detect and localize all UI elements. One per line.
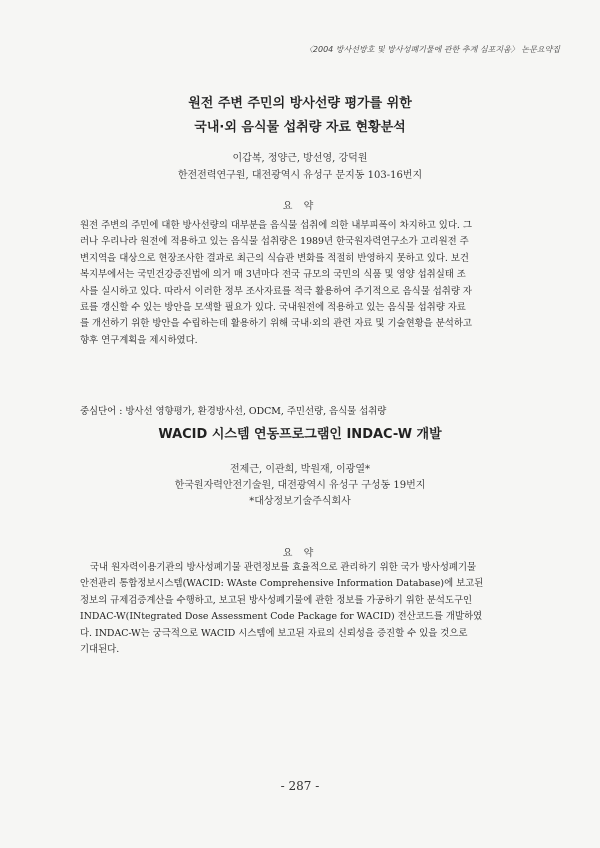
article1-title-line2: 국내·외 음식물 섭취량 자료 현황분석 xyxy=(194,120,406,135)
article1-abstract-line: 변지역을 대상으로 현장조사한 결과로 최근의 식습관 변화를 적절히 반영하지 못하고 있다. 보건 xyxy=(80,252,469,264)
article2-abstract-line: 정보의 규제검증계산을 수행하고, 보고된 방사성폐기물에 관한 정보를 가공하기 위한 분석도구인 xyxy=(80,594,473,606)
article2-abstract-heading: 요 약 xyxy=(282,548,318,559)
article2-abstract-line: INDAC-W(INtegrated Dose Assessment Code Package for WACID) 전산코드를 개발하였 xyxy=(80,611,483,623)
article2-affiliation: 한국원자력안전기술원, 대전광역시 유성구 구성동 19번지 xyxy=(174,480,426,491)
article1-abstract xyxy=(80,218,532,349)
article1-title-line1: 원전 주변 주민의 방사선량 평가를 위한 xyxy=(188,96,412,111)
article2-authors: 전제근, 이관희, 박원재, 이광열* xyxy=(230,464,370,475)
article2-abstract xyxy=(80,560,532,658)
page-number: - 287 - xyxy=(280,779,320,793)
article1-abstract-line: 향후 연구계획을 제시하였다. xyxy=(80,334,198,346)
article1-abstract-line: 러나 우리나라 원전에 적용하고 있는 음식물 섭취량은 1989년 한국원자력연구소가 고리원전 주 xyxy=(80,236,469,248)
article2-abstract-line: 국내 원자력이용기관의 방사성폐기물 관련정보를 효율적으로 관리하기 위한 국가 방사성폐기물 xyxy=(90,562,477,573)
running-head: 〈2004 방사선방호 및 방사성폐기물에 관한 추계 심포지움〉 논문요약집 xyxy=(304,45,560,54)
article1-abstract-line: 원전 주변의 주민에 대한 방사선량의 대부분을 음식물 섭취에 의한 내부피폭이 차지하고 있다. 그 xyxy=(80,220,472,231)
article1-abstract-heading: 요 약 xyxy=(282,201,318,212)
article1-authors: 이갑복, 정양근, 방선영, 강덕원 xyxy=(232,153,368,164)
article1-abstract-line: 료를 갱신할 수 있는 방안을 모색할 필요가 있다. 국내원전에 적용하고 있는 음식물 섭취량 자료 xyxy=(80,302,466,314)
article1-abstract-line: 를 개선하기 위한 방안을 수립하는데 활용하기 위해 국내·외의 관련 자료 및 기술현황을 분석하고 xyxy=(80,318,472,330)
article1-abstract-line: 사를 실시하고 있다. 따라서 이러한 정부 조사자료를 적극 활용하여 주기적으로 음식물 섭취량 자 xyxy=(80,285,472,297)
article1-affiliation: 한전전력연구원, 대전광역시 유성구 문지동 103-16번지 xyxy=(177,170,423,181)
article1-keywords: 중심단어 : 방사선 영향평가, 환경방사선, ODCM, 주민선량, 음식물 섭취량 xyxy=(80,406,387,417)
article2-affiliation-note: *대상정보기술주식회사 xyxy=(249,496,351,507)
article2-abstract-line: 기대된다. xyxy=(80,644,120,656)
article1-abstract-line: 복지부에서는 국민건강증진법에 의거 매 3년마다 전국 규모의 국민의 식품 및 영양 섭취실태 조 xyxy=(80,269,466,281)
article2-title: WACID 시스템 연동프로그램인 INDAC-W 개발 xyxy=(158,427,442,442)
article2-abstract-line: 안전관리 통합정보시스템(WACID: WAste Comprehensive Information Database)에 보고된 xyxy=(80,578,484,590)
article2-abstract-line: 다. INDAC-W는 궁극적으로 WACID 시스템에 보고된 자료의 신뢰성을 증진할 수 있을 것으로 xyxy=(80,627,468,639)
